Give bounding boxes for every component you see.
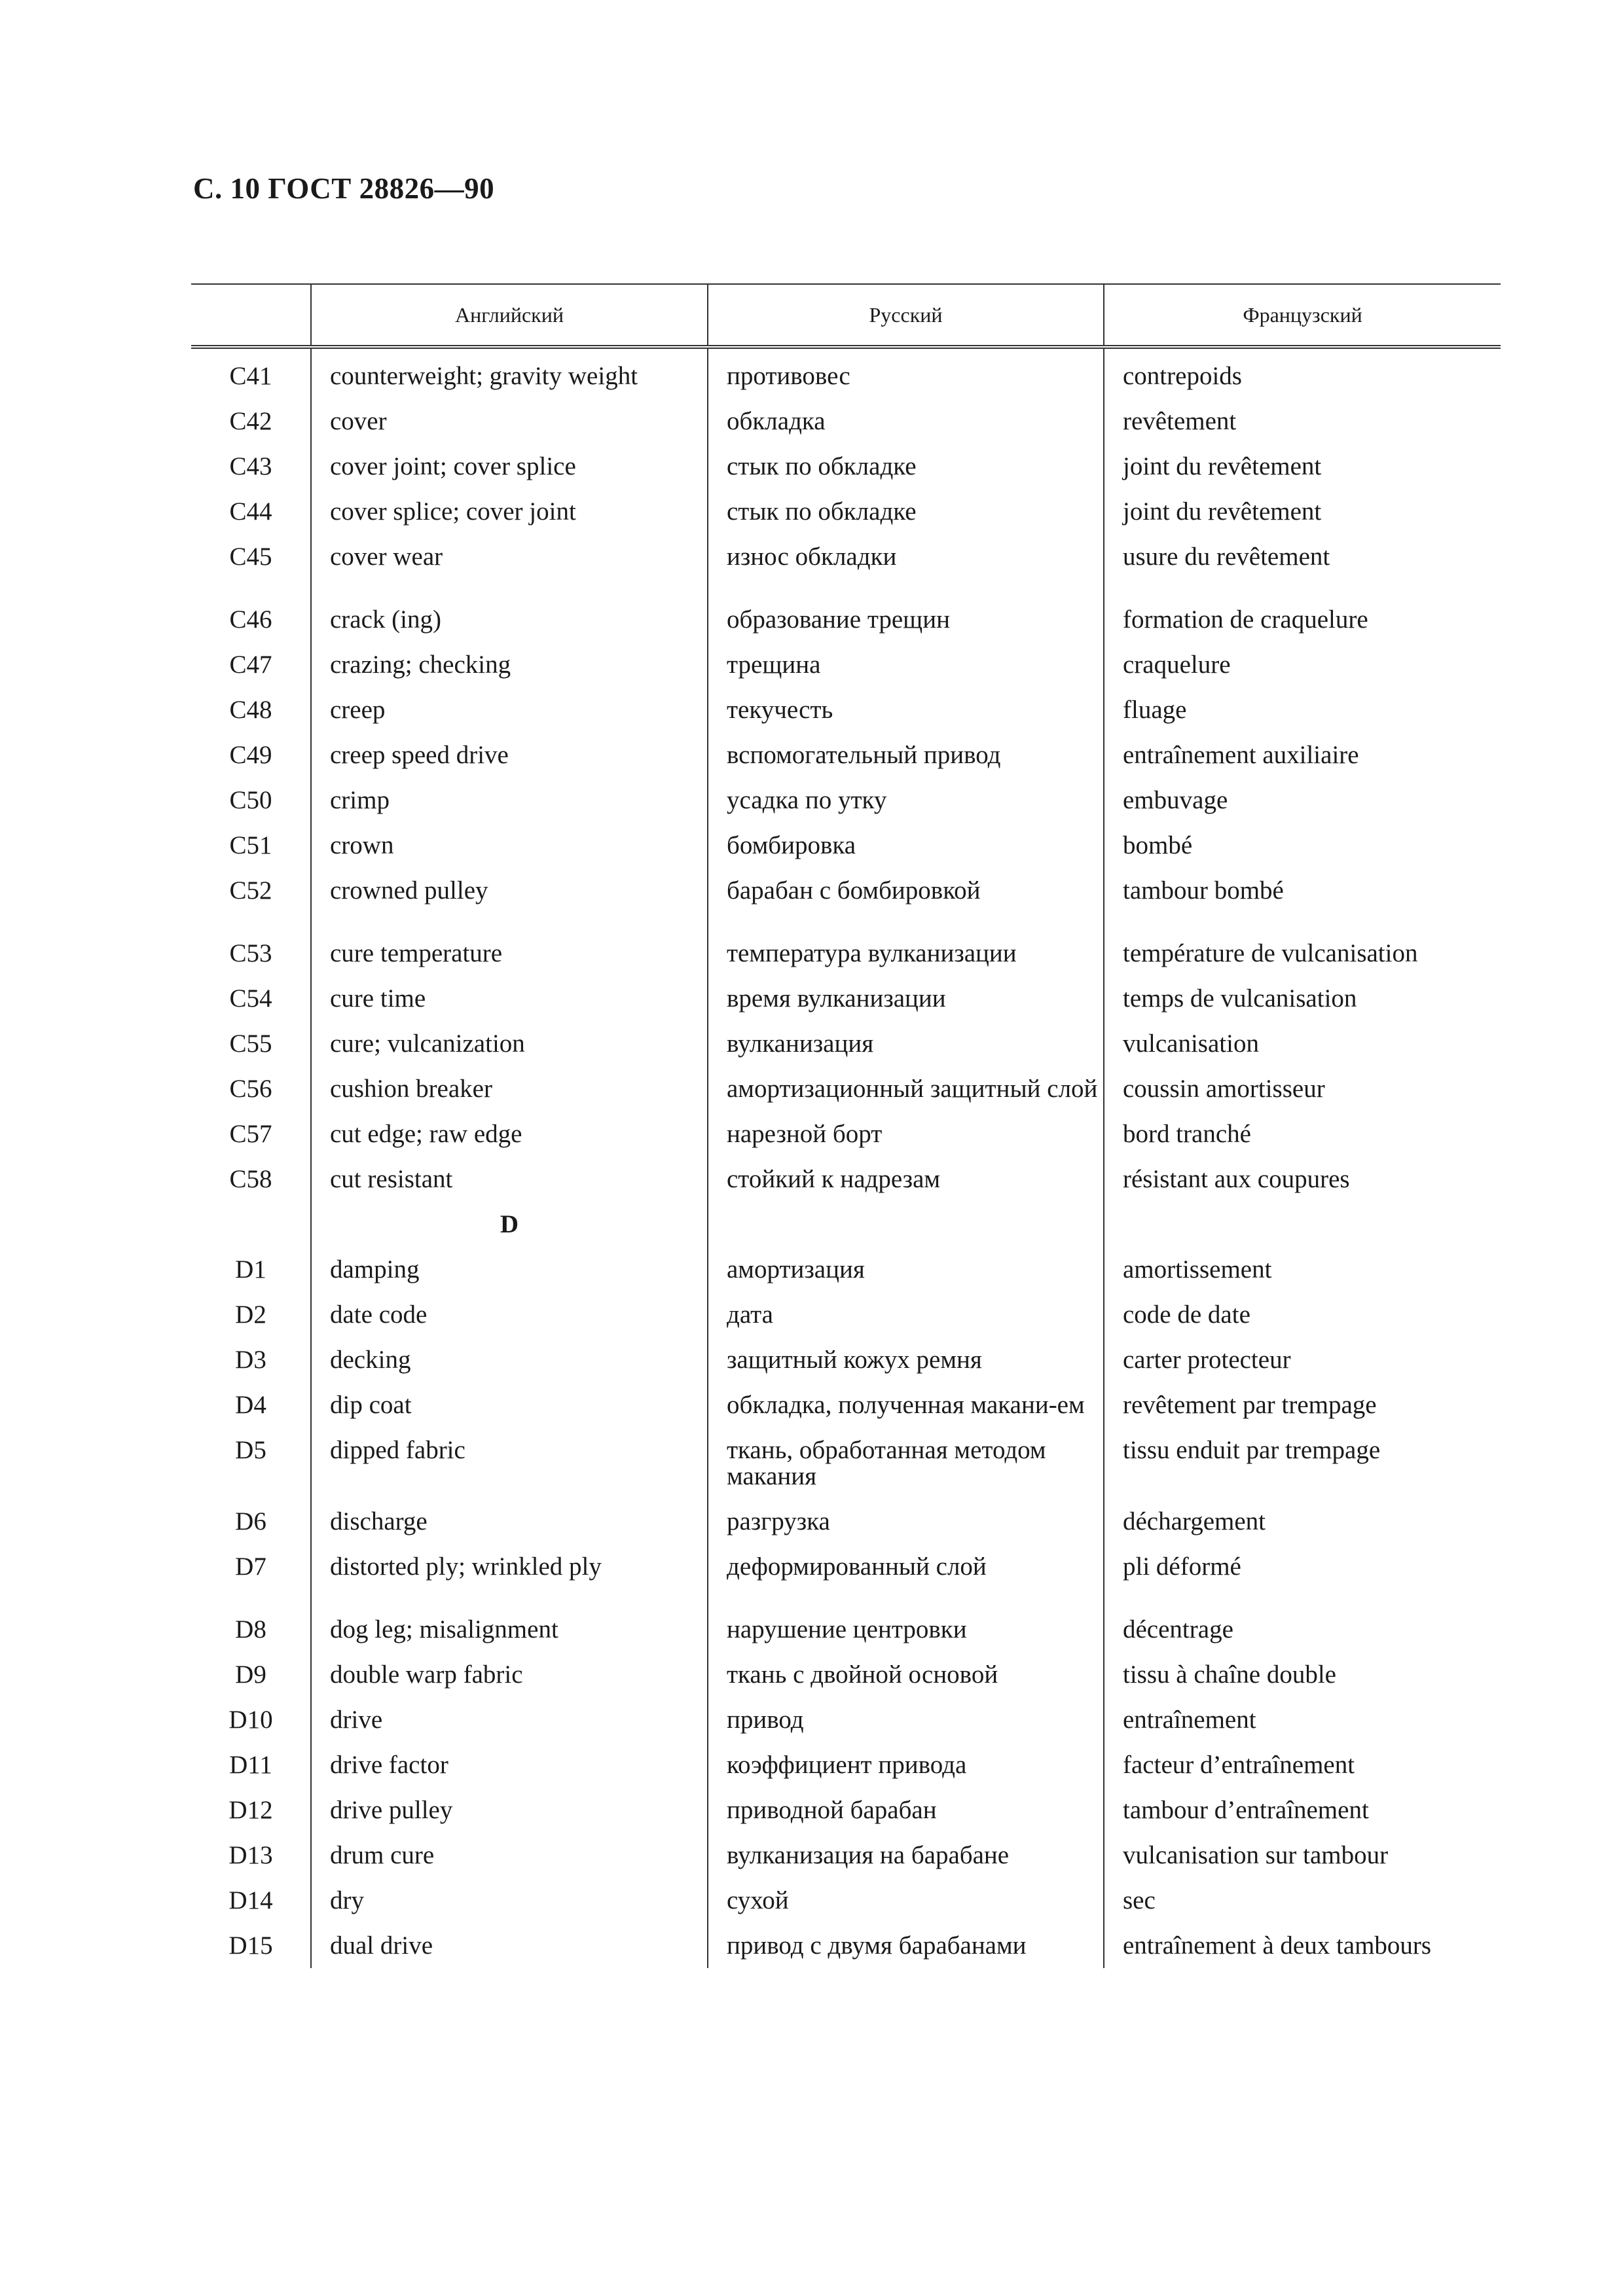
table-row	[191, 1787, 1501, 1833]
term-english: dog leg; misalignment	[311, 1589, 708, 1652]
section-letter: D	[311, 1202, 708, 1247]
term-french: joint du revêtement	[1104, 489, 1501, 534]
table-row	[191, 687, 1501, 732]
term-code: D8	[235, 1615, 266, 1643]
table-row	[191, 732, 1501, 778]
term-english: distorted ply; wrinkled ply	[311, 1544, 708, 1589]
term-code: C42	[229, 407, 272, 435]
table-row	[191, 1427, 1501, 1499]
term-french: contrepoids	[1104, 347, 1501, 399]
term-french: carter protecteur	[1104, 1337, 1501, 1382]
term-english: crimp	[311, 778, 708, 823]
table-row	[191, 778, 1501, 823]
term-code: D2	[235, 1300, 266, 1329]
table-row	[191, 642, 1501, 687]
header-english: Английский	[311, 284, 708, 347]
term-english: discharge	[311, 1499, 708, 1544]
term-russian: деформированный слой	[708, 1544, 1104, 1589]
term-english: drive factor	[311, 1742, 708, 1787]
term-code: D15	[228, 1931, 273, 1960]
table-row	[191, 1337, 1501, 1382]
term-code: C54	[229, 984, 272, 1013]
term-russian: износ обкладки	[708, 534, 1104, 579]
term-code: C52	[229, 876, 272, 905]
term-code: C49	[229, 741, 272, 769]
term-english: cover wear	[311, 534, 708, 579]
page-header: С. 10 ГОСТ 28826—90	[193, 172, 495, 205]
term-code	[191, 1202, 311, 1247]
term-english: cover splice; cover joint	[311, 489, 708, 534]
term-english: counterweight; gravity weight	[311, 347, 708, 399]
table-row	[191, 1066, 1501, 1111]
term-russian: обкладка, полученная макани-ем	[708, 1382, 1104, 1427]
term-russian: коэффициент привода	[708, 1742, 1104, 1787]
term-code: C47	[229, 651, 272, 679]
header-row	[191, 284, 1501, 347]
table-row	[191, 399, 1501, 444]
section-row	[191, 1202, 1501, 1247]
table-row	[191, 976, 1501, 1021]
glossary-table	[191, 283, 1501, 1968]
term-english: dual drive	[311, 1923, 708, 1968]
table-row	[191, 347, 1501, 399]
term-french: joint du revêtement	[1104, 444, 1501, 489]
term-french: bombé	[1104, 823, 1501, 868]
term-russian: приводной барабан	[708, 1787, 1104, 1833]
term-english: damping	[311, 1247, 708, 1292]
table-row	[191, 1292, 1501, 1337]
term-code: D6	[235, 1507, 266, 1535]
table-row	[191, 444, 1501, 489]
term-english: cover joint; cover splice	[311, 444, 708, 489]
term-french	[1104, 1202, 1501, 1247]
term-english: double warp fabric	[311, 1652, 708, 1697]
term-code: C43	[229, 452, 272, 480]
term-russian: температура вулканизации	[708, 913, 1104, 976]
term-english: dry	[311, 1878, 708, 1923]
header-french: Французский	[1104, 284, 1501, 347]
term-french: revêtement	[1104, 399, 1501, 444]
term-french: pli déformé	[1104, 1544, 1501, 1589]
term-russian: ткань с двойной основой	[708, 1652, 1104, 1697]
table-row	[191, 1247, 1501, 1292]
term-french: tambour bombé	[1104, 868, 1501, 913]
term-code: D10	[228, 1706, 273, 1734]
term-russian: нарезной борт	[708, 1111, 1104, 1157]
term-french: embuvage	[1104, 778, 1501, 823]
table-row	[191, 1697, 1501, 1742]
term-russian: вулканизация на барабане	[708, 1833, 1104, 1878]
table-row	[191, 1923, 1501, 1968]
term-english: drive	[311, 1697, 708, 1742]
table-row	[191, 534, 1501, 579]
term-code: C51	[229, 831, 272, 859]
term-english: date code	[311, 1292, 708, 1337]
term-russian: ткань, обработанная методом макания	[708, 1427, 1104, 1499]
term-french: formation de craquelure	[1104, 579, 1501, 642]
term-code: D5	[235, 1436, 266, 1464]
term-russian: защитный кожух ремня	[708, 1337, 1104, 1382]
term-french: temps de vulcanisation	[1104, 976, 1501, 1021]
term-french: bord tranché	[1104, 1111, 1501, 1157]
term-french: résistant aux coupures	[1104, 1157, 1501, 1202]
table-row	[191, 1589, 1501, 1652]
term-french: entraînement à deux tambours	[1104, 1923, 1501, 1968]
table-row	[191, 868, 1501, 913]
table-row	[191, 1652, 1501, 1697]
term-code: D11	[229, 1751, 272, 1779]
term-english: drum cure	[311, 1833, 708, 1878]
term-russian: привод	[708, 1697, 1104, 1742]
term-english: cover	[311, 399, 708, 444]
table-row	[191, 1878, 1501, 1923]
term-french: fluage	[1104, 687, 1501, 732]
term-english: crowned pulley	[311, 868, 708, 913]
term-english: cut edge; raw edge	[311, 1111, 708, 1157]
term-french: tissu à chaîne double	[1104, 1652, 1501, 1697]
term-french: coussin amortisseur	[1104, 1066, 1501, 1111]
term-french: amortissement	[1104, 1247, 1501, 1292]
term-russian: барабан с бомбировкой	[708, 868, 1104, 913]
table-row	[191, 1382, 1501, 1427]
term-french: décentrage	[1104, 1589, 1501, 1652]
table-row	[191, 1111, 1501, 1157]
term-russian: усадка по утку	[708, 778, 1104, 823]
term-russian: обкладка	[708, 399, 1104, 444]
term-english: dip coat	[311, 1382, 708, 1427]
term-english: crazing; checking	[311, 642, 708, 687]
term-code: D12	[228, 1796, 273, 1824]
term-french: usure du revêtement	[1104, 534, 1501, 579]
term-russian: текучесть	[708, 687, 1104, 732]
term-code: D9	[235, 1660, 266, 1689]
term-russian: стык по обкладке	[708, 444, 1104, 489]
term-english: creep	[311, 687, 708, 732]
term-russian: амортизация	[708, 1247, 1104, 1292]
table-row	[191, 1157, 1501, 1202]
table-header	[191, 284, 1501, 347]
glossary-table-container	[191, 283, 1501, 1968]
term-english: crown	[311, 823, 708, 868]
term-english: decking	[311, 1337, 708, 1382]
term-russian: амортизационный защитный слой	[708, 1066, 1104, 1111]
term-russian: нарушение центровки	[708, 1589, 1104, 1652]
term-russian: стык по обкладке	[708, 489, 1104, 534]
table-row	[191, 1742, 1501, 1787]
term-code: C57	[229, 1120, 272, 1148]
term-russian: время вулканизации	[708, 976, 1104, 1021]
term-french: revêtement par trempage	[1104, 1382, 1501, 1427]
term-code: C45	[229, 543, 272, 571]
term-code: D13	[228, 1841, 273, 1869]
term-english: cure; vulcanization	[311, 1021, 708, 1066]
term-russian: разгрузка	[708, 1499, 1104, 1544]
term-french: température de vulcanisation	[1104, 913, 1501, 976]
term-code: C41	[229, 362, 272, 390]
table-row	[191, 1833, 1501, 1878]
term-code: D3	[235, 1346, 266, 1374]
table-row	[191, 579, 1501, 642]
term-code: D4	[235, 1391, 266, 1419]
table-row	[191, 1021, 1501, 1066]
term-russian: образование трещин	[708, 579, 1104, 642]
term-english: cure time	[311, 976, 708, 1021]
term-french: entraînement	[1104, 1697, 1501, 1742]
term-russian: трещина	[708, 642, 1104, 687]
term-russian: сухой	[708, 1878, 1104, 1923]
term-russian: вулканизация	[708, 1021, 1104, 1066]
term-french: craquelure	[1104, 642, 1501, 687]
term-code: D1	[235, 1255, 266, 1283]
term-french: déchargement	[1104, 1499, 1501, 1544]
term-russian: дата	[708, 1292, 1104, 1337]
term-russian: бомбировка	[708, 823, 1104, 868]
term-english: cure temperature	[311, 913, 708, 976]
header-code	[191, 284, 311, 347]
term-russian: стойкий к надрезам	[708, 1157, 1104, 1202]
table-row	[191, 1544, 1501, 1589]
table-row	[191, 823, 1501, 868]
term-russian: вспомогательный привод	[708, 732, 1104, 778]
term-english: crack (ing)	[311, 579, 708, 642]
term-code: D7	[235, 1552, 266, 1581]
term-russian	[708, 1202, 1104, 1247]
term-code: C46	[229, 605, 272, 634]
term-russian: противовес	[708, 347, 1104, 399]
term-french: tissu enduit par trempage	[1104, 1427, 1501, 1499]
term-code: C53	[229, 939, 272, 967]
term-code: C48	[229, 696, 272, 724]
term-code: D14	[228, 1886, 273, 1914]
term-code: C50	[229, 786, 272, 814]
term-english: cushion breaker	[311, 1066, 708, 1111]
term-code: C58	[229, 1165, 272, 1193]
table-row	[191, 1499, 1501, 1544]
term-french: sec	[1104, 1878, 1501, 1923]
term-code: C55	[229, 1030, 272, 1058]
term-english: cut resistant	[311, 1157, 708, 1202]
table-row	[191, 489, 1501, 534]
term-french: entraînement auxiliaire	[1104, 732, 1501, 778]
header-russian: Русский	[708, 284, 1104, 347]
term-french: vulcanisation sur tambour	[1104, 1833, 1501, 1878]
term-french: code de date	[1104, 1292, 1501, 1337]
term-french: tambour d’entraînement	[1104, 1787, 1501, 1833]
term-french: facteur d’entraînement	[1104, 1742, 1501, 1787]
term-french: vulcanisation	[1104, 1021, 1501, 1066]
term-russian: привод с двумя барабанами	[708, 1923, 1104, 1968]
term-english: dipped fabric	[311, 1427, 708, 1499]
term-english: creep speed drive	[311, 732, 708, 778]
table-body	[191, 347, 1501, 1968]
table-row	[191, 913, 1501, 976]
term-code: C44	[229, 497, 272, 526]
term-english: drive pulley	[311, 1787, 708, 1833]
term-code: C56	[229, 1075, 272, 1103]
